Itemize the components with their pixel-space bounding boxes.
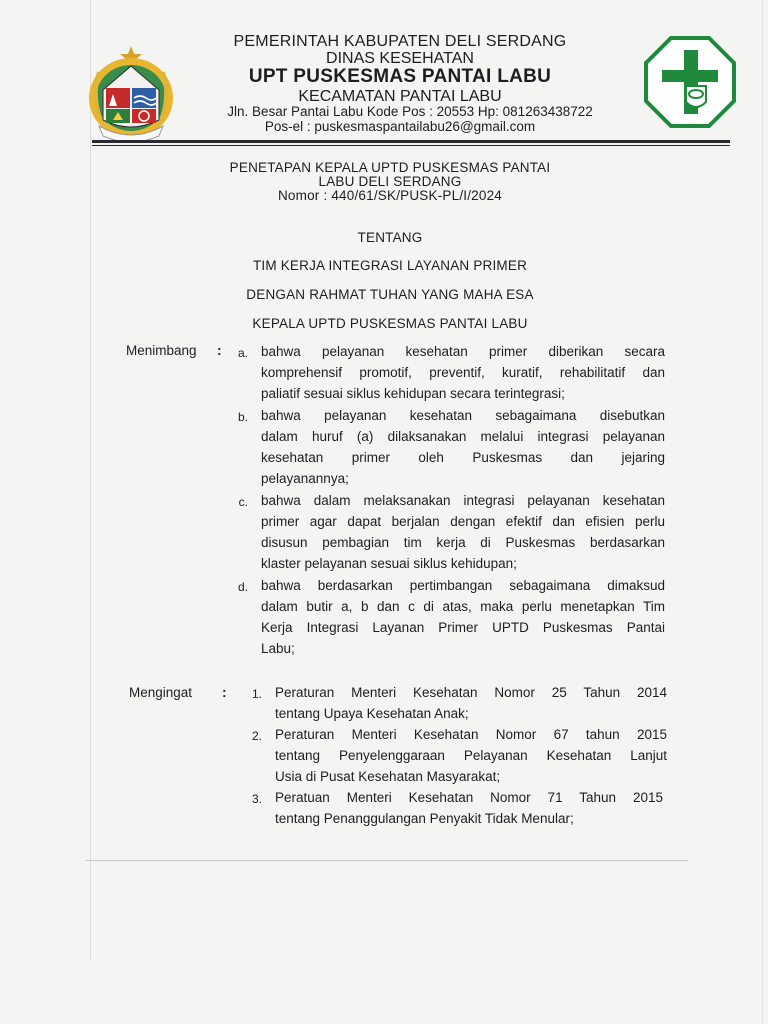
header-email: Pos-el : puskesmaspantailabu26@gmail.com (264, 119, 536, 134)
menimbang-c-line-4: klaster pelayanan sesuai siklus kehidupan; (261, 556, 517, 571)
menimbang-c-line-3: disusun pembagian tim kerja di Puskesmas berdasarkan (261, 535, 665, 550)
menimbang-a-line-2: komprehensif promotif, preventif, kuratif, rehabilitatif dan (261, 365, 665, 380)
deli-serdang-seal-icon (85, 42, 177, 146)
menimbang-a-line-1: bahwa pelayanan kesehatan primer diberikan secara (261, 344, 665, 359)
menimbang-a-line-3: paliatif sesuai siklus kehidupan secara terintegrasi; (261, 386, 565, 401)
menimbang-marker-a: a. (237, 346, 248, 360)
menimbang-b-line-2: dalam huruf (a) dilaksanakan melalui integrasi pelayanan (261, 429, 665, 444)
menimbang-b-line-4: pelayanannya; (261, 471, 349, 486)
mengingat-colon: : (222, 684, 227, 700)
menimbang-d-line-4: Labu; (261, 641, 295, 656)
decree-subject: TIM KERJA INTEGRASI LAYANAN PRIMER (252, 258, 528, 273)
header-institution: UPT PUSKESMAS PANTAI LABU (248, 66, 552, 87)
menimbang-marker-d: d. (237, 580, 248, 594)
letterhead-rule-thin (92, 145, 730, 146)
menimbang-c-line-1: bahwa dalam melaksanakan integrasi pelayanan kesehatan (261, 493, 665, 508)
menimbang-marker-b: b. (237, 410, 248, 424)
menimbang-marker-c: c. (238, 495, 248, 509)
scan-edge-right (762, 0, 763, 1024)
mengingat-2-line-3: Usia di Pusat Kesehatan Masyarakat; (275, 769, 501, 784)
menimbang-d-line-3: Kerja Integrasi Layanan Primer UPTD Puskesmas Pantai (261, 620, 665, 635)
puskesmas-logo-icon (644, 36, 736, 128)
page-bottom-rule (86, 860, 688, 861)
header-department: DINAS KESEHATAN (326, 50, 474, 67)
menimbang-colon: : (217, 342, 222, 358)
decree-title-line-2: LABU DELI SERDANG (318, 174, 462, 189)
mengingat-marker-3: 3. (251, 792, 262, 806)
mengingat-2-line-1: Peraturan Menteri Kesehatan Nomor 67 tahun 2015 (275, 727, 667, 742)
menimbang-d-line-1: bahwa berdasarkan pertimbangan sebagaimana dimaksud (261, 578, 665, 593)
letterhead-rule-thick (92, 140, 730, 143)
menimbang-d-line-2: dalam butir a, b dan c di atas, maka perlu menetapkan Tim (261, 599, 665, 614)
header-district: KECAMATAN PANTAI LABU (298, 88, 502, 105)
decree-issuer: KEPALA UPTD PUSKESMAS PANTAI LABU (252, 316, 528, 331)
mengingat-label: Mengingat (129, 685, 193, 700)
mengingat-marker-2: 2. (251, 729, 262, 743)
mengingat-1-line-1: Peraturan Menteri Kesehatan Nomor 25 Tahun 2014 (275, 685, 667, 700)
menimbang-label: Menimbang (126, 343, 197, 358)
mengingat-3-line-2: tentang Penanggulangan Penyakit Tidak Menular; (275, 811, 574, 826)
letterhead (0, 0, 768, 150)
decree-title-line-1: PENETAPAN KEPALA UPTD PUSKESMAS PANTAI (229, 160, 551, 175)
menimbang-b-line-1: bahwa pelayanan kesehatan sebagaimana disebutkan (261, 408, 665, 423)
mengingat-3-line-1: Peratuan Menteri Kesehatan Nomor 71 Tahun 2015 (275, 790, 663, 805)
header-address: Jln. Besar Pantai Labu Kode Pos : 20553 Hp: 081263438722 (227, 104, 593, 119)
menimbang-c-line-2: primer agar dapat berjalan dengan efektif dan efisien perlu (261, 514, 665, 529)
decree-tentang: TENTANG (357, 230, 423, 245)
mengingat-1-line-2: tentang Upaya Kesehatan Anak; (275, 706, 469, 721)
header-government: PEMERINTAH KABUPATEN DELI SERDANG (233, 33, 567, 50)
menimbang-b-line-3: kesehatan primer oleh Puskesmas dan jejaring (261, 450, 665, 465)
mengingat-marker-1: 1. (251, 687, 262, 701)
decree-invocation: DENGAN RAHMAT TUHAN YANG MAHA ESA (246, 287, 534, 302)
decree-number: Nomor : 440/61/SK/PUSK-PL/I/2024 (277, 188, 502, 203)
mengingat-2-line-2: tentang Penyelenggaraan Pelayanan Kesehatan Lanjut (275, 748, 667, 763)
